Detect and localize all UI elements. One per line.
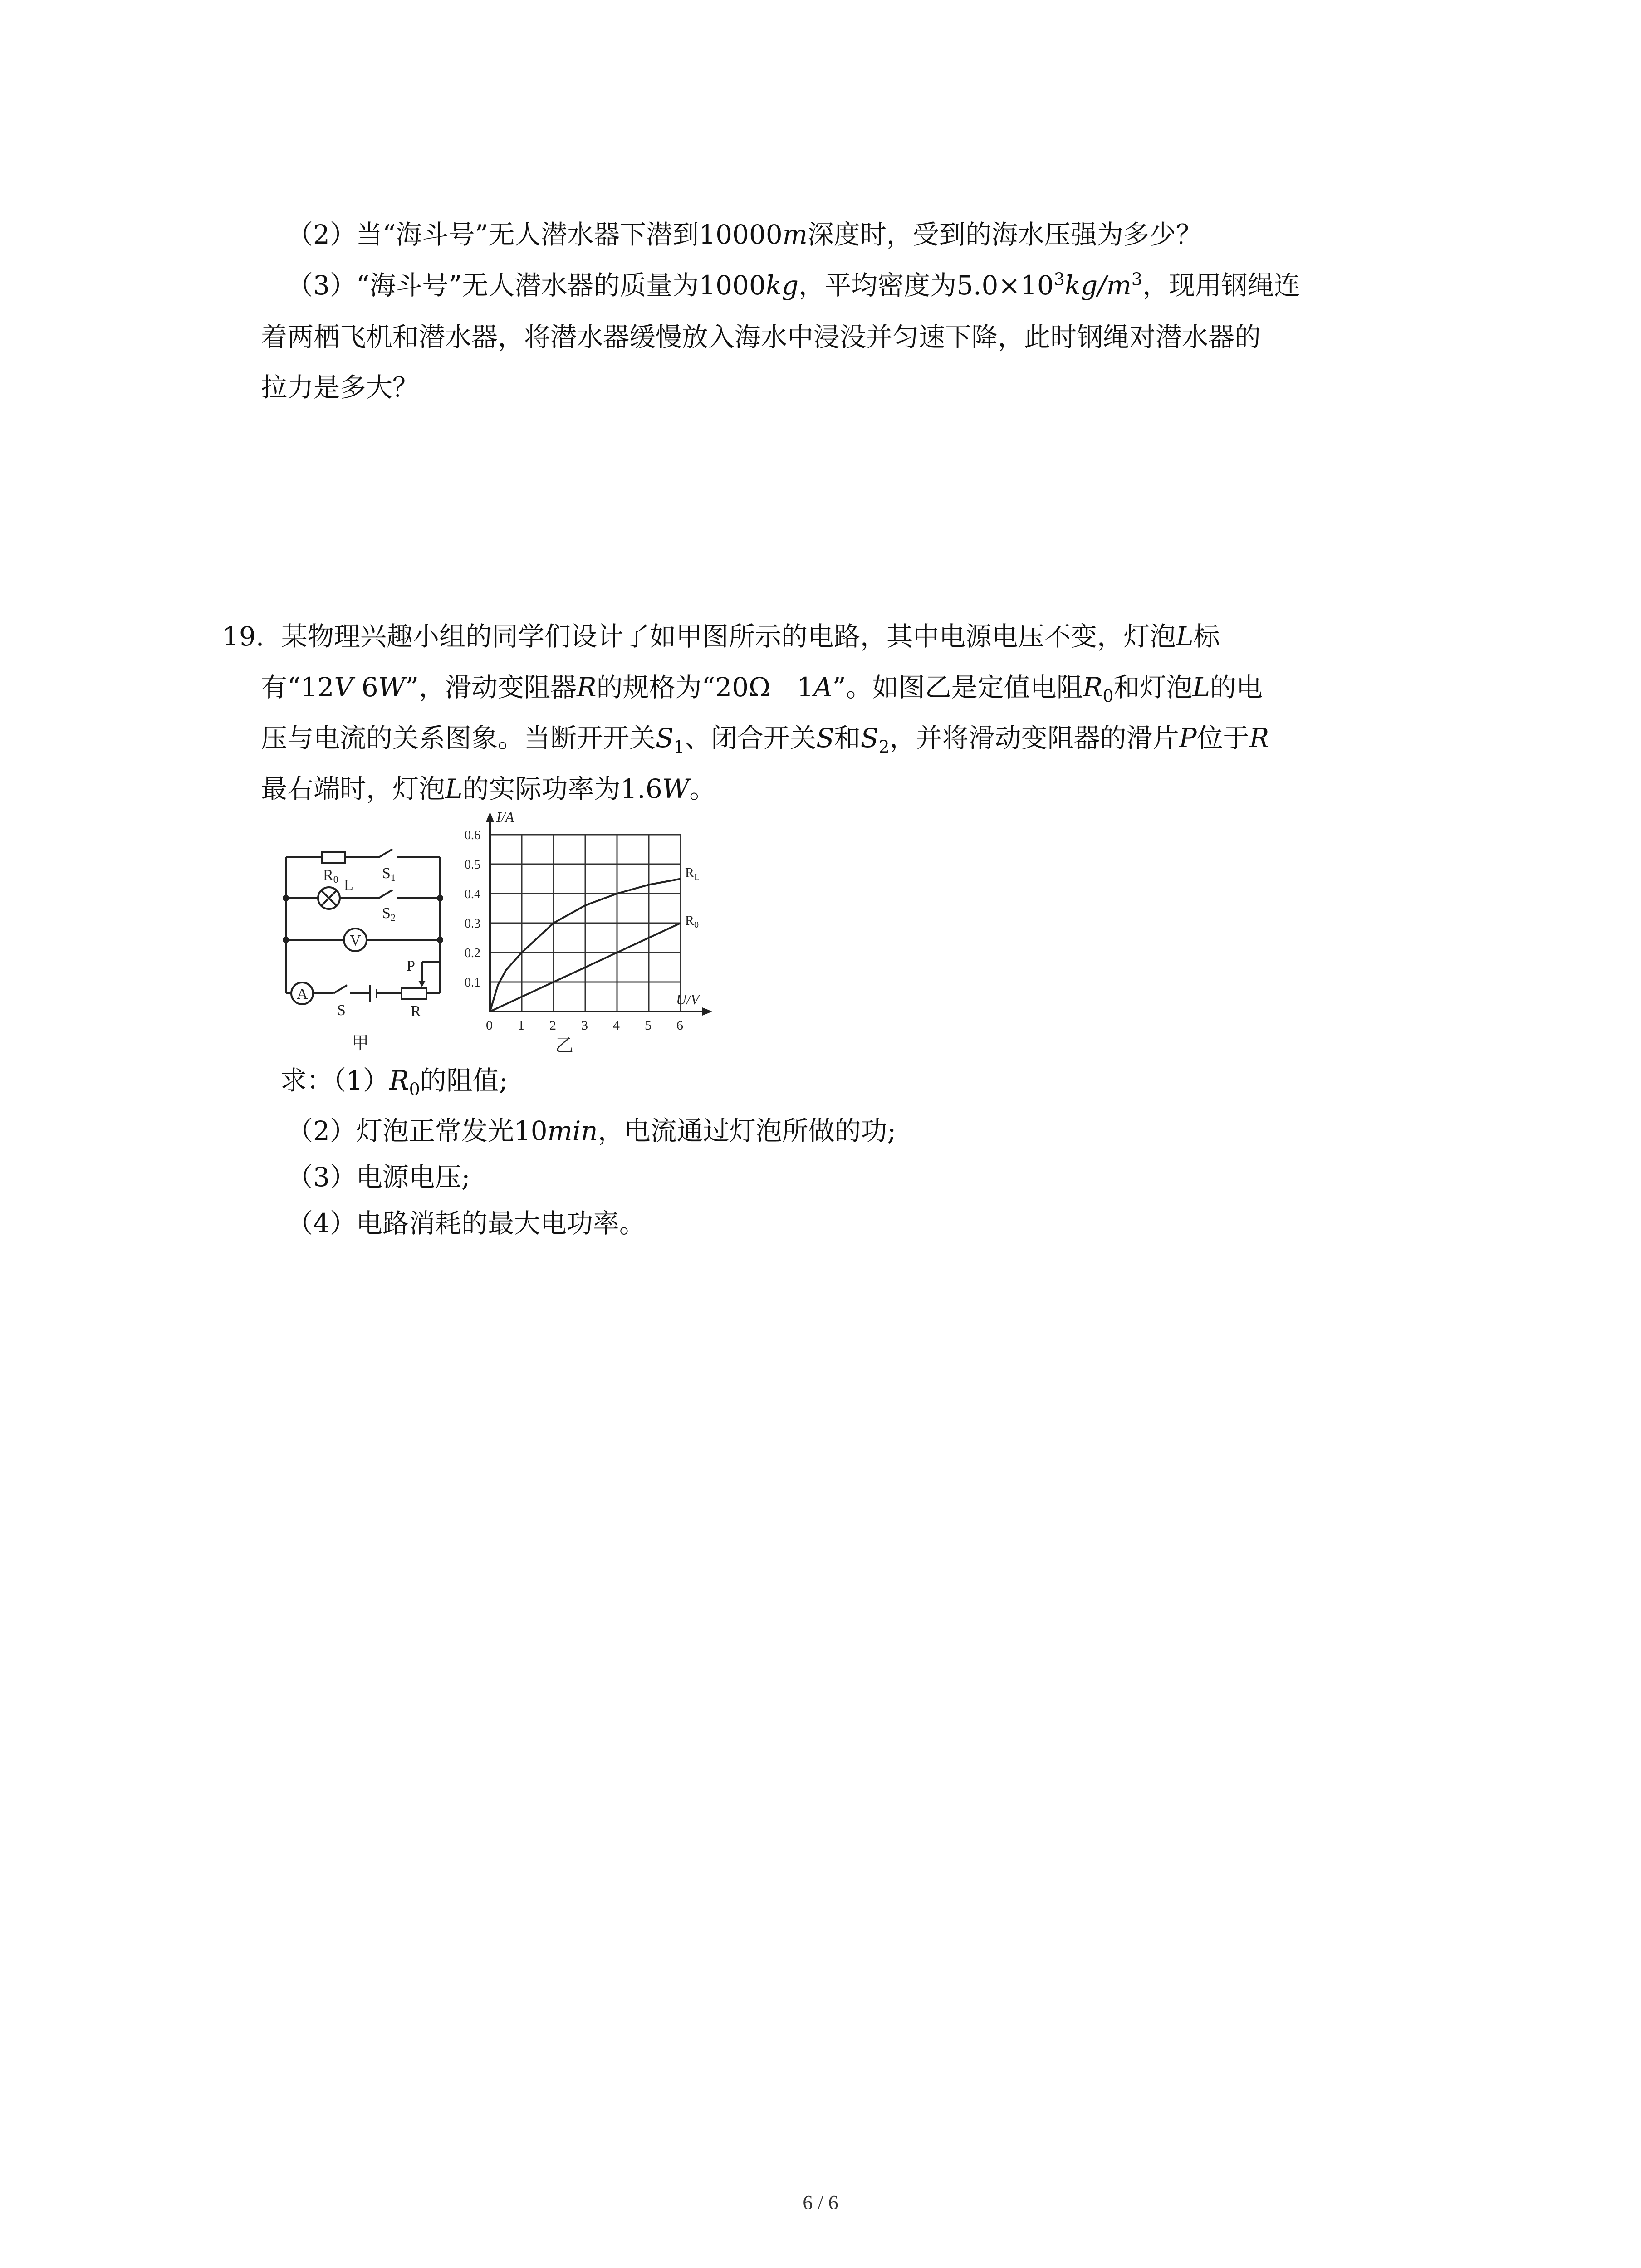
label-switch-s: S — [337, 1002, 346, 1019]
x-tick-label: 5 — [645, 1018, 652, 1033]
q19-ask3: （3）电源电压; — [287, 1162, 470, 1193]
q19-line1: 某物理兴趣小组的同学们设计了如甲图所示的电路，其中电源电压不变，灯泡L标 — [281, 621, 1220, 652]
chart-grid — [490, 835, 681, 1012]
q19-ask1: 求：$(1)R_0$的阻值; — [280, 1065, 508, 1100]
q19-ask4: （4）电路消耗的最大电功率。 — [287, 1208, 646, 1239]
y-tick-label: 0.2 — [465, 946, 480, 960]
q18-part3-line2: 着两栖飞机和潜水器，将潜水器缓慢放入海水中浸没并匀速下降，此时钢绳对潜水器的 — [261, 322, 1261, 352]
series-label-rl: $R_L$ — [685, 865, 700, 882]
x-tick-label: 6 — [676, 1018, 683, 1033]
label-s2: S2 — [382, 905, 396, 923]
caption-jia: 甲 — [352, 1034, 369, 1053]
x-tick-label: 4 — [613, 1018, 620, 1033]
caption-yi: 乙 — [555, 1035, 573, 1056]
circuit-diagram — [272, 839, 454, 1057]
q19-ask2: （2）灯泡正常发光10min，电流通过灯泡所做的功; — [287, 1115, 896, 1146]
q19-line3: 压与电流的关系图象。当断开开关$S_1$、闭合开关S和$S_2$，并将滑动变阻器的滑片P位于R — [261, 723, 1269, 757]
q18-part3: （3）“海斗号”无人潜水器的质量为1000kg，平均密度为$5.0\times 10^3kg/m^3$，现用钢绳连 — [287, 269, 1300, 301]
x-tick-label: 0 — [486, 1018, 493, 1033]
y-tick-label: 0.4 — [465, 887, 480, 901]
chart-labels — [465, 812, 701, 1056]
label-r0: R0 — [323, 867, 338, 885]
rheostat — [402, 988, 426, 999]
q19-number: 19. — [222, 621, 265, 652]
chart-axes — [486, 812, 712, 1016]
x-axis-label: U/V — [676, 991, 700, 1007]
s1-switch — [379, 849, 392, 857]
x-tick-label: 1 — [518, 1018, 524, 1033]
label-slider-p: P — [407, 958, 415, 974]
label-s1: S1 — [382, 865, 396, 883]
page-number: 6 / 6 — [803, 2191, 838, 2214]
y-axis-arrow — [486, 812, 494, 822]
main-switch — [333, 985, 347, 993]
iu-chart — [463, 812, 744, 1061]
label-voltmeter: V — [350, 932, 361, 949]
y-tick-label: 0.3 — [465, 917, 480, 931]
y-tick-label: 0.6 — [465, 828, 480, 842]
q19-line4: 最右端时，灯泡L的实际功率为1.6W。 — [261, 773, 716, 804]
s2-switch — [379, 890, 392, 898]
x-axis-arrow — [702, 1007, 712, 1016]
r0-resistor — [322, 852, 345, 863]
q18-part3-line3: 拉力是多大？ — [261, 372, 419, 403]
y-tick-label: 0.5 — [465, 858, 480, 872]
label-lamp: L — [344, 877, 353, 894]
label-rheostat: R — [411, 1003, 421, 1020]
label-ammeter: A — [297, 986, 308, 1002]
x-tick-label: 2 — [549, 1018, 556, 1033]
x-tick-label: 3 — [581, 1018, 588, 1033]
y-tick-label: 0.1 — [465, 976, 480, 990]
y-axis-label: I/A — [496, 812, 514, 825]
series-label-r0: $R_0$ — [685, 913, 699, 930]
q18-part2: （2）当“海斗号”无人潜水器下潜到10000m深度时，受到的海水压强为多少？ — [287, 219, 1202, 250]
q19-line2: 有“12V 6W”，滑动变阻器R的规格为“20Ω 1A”。如图乙是定值电阻$R_0$和灯泡L的电 — [261, 672, 1263, 706]
